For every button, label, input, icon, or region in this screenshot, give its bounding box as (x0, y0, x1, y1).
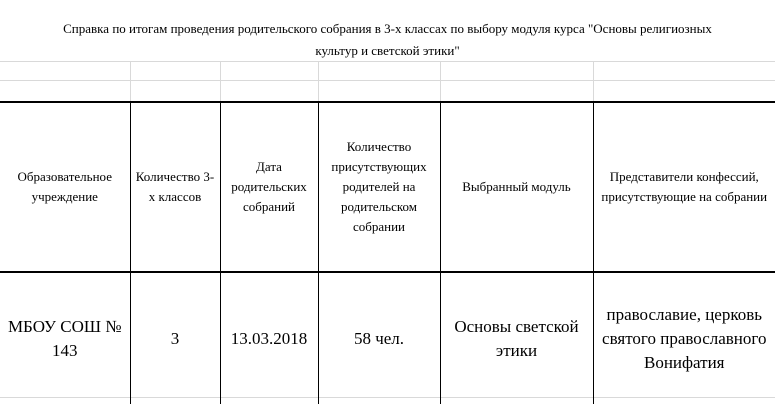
header-cell[interactable]: Образовательное учреждение (0, 102, 130, 272)
header-cell[interactable]: Дата родительских собраний (220, 102, 318, 272)
header-cell[interactable]: Количество присутствующих родителей на родительском собрании (318, 102, 440, 272)
cell-meeting-date[interactable]: 13.03.2018 (220, 272, 318, 404)
grid-line (130, 61, 131, 101)
grid-line (440, 61, 441, 101)
header-cell[interactable]: Количество 3-х классов (130, 102, 220, 272)
header-cell[interactable]: Представители конфессий, присутствующие на собрании (593, 102, 775, 272)
cell-class-count[interactable]: 3 (130, 272, 220, 404)
grid-line (593, 61, 594, 101)
cell-confession-representatives[interactable]: православие, церковь святого православного Вонифатия (593, 272, 775, 404)
title-line-2: культур и светской этики" (315, 43, 460, 58)
grid-line (220, 61, 221, 101)
document-title (0, 18, 775, 62)
grid-line (318, 61, 319, 101)
cell-parents-present[interactable]: 58 чел. (318, 272, 440, 404)
title-line-1: Справка по итогам проведения родительского собрания в 3-х классах по выбору модуля курса "Основы религиозных (63, 21, 712, 36)
table-row (0, 272, 775, 404)
header-cell[interactable]: Выбранный модуль (440, 102, 593, 272)
cell-selected-module[interactable]: Основы светской этики (440, 272, 593, 404)
grid-line (0, 80, 775, 81)
table-header-row (0, 102, 775, 272)
summary-table (0, 101, 775, 404)
cell-institution[interactable]: МБОУ СОШ № 143 (0, 272, 130, 404)
